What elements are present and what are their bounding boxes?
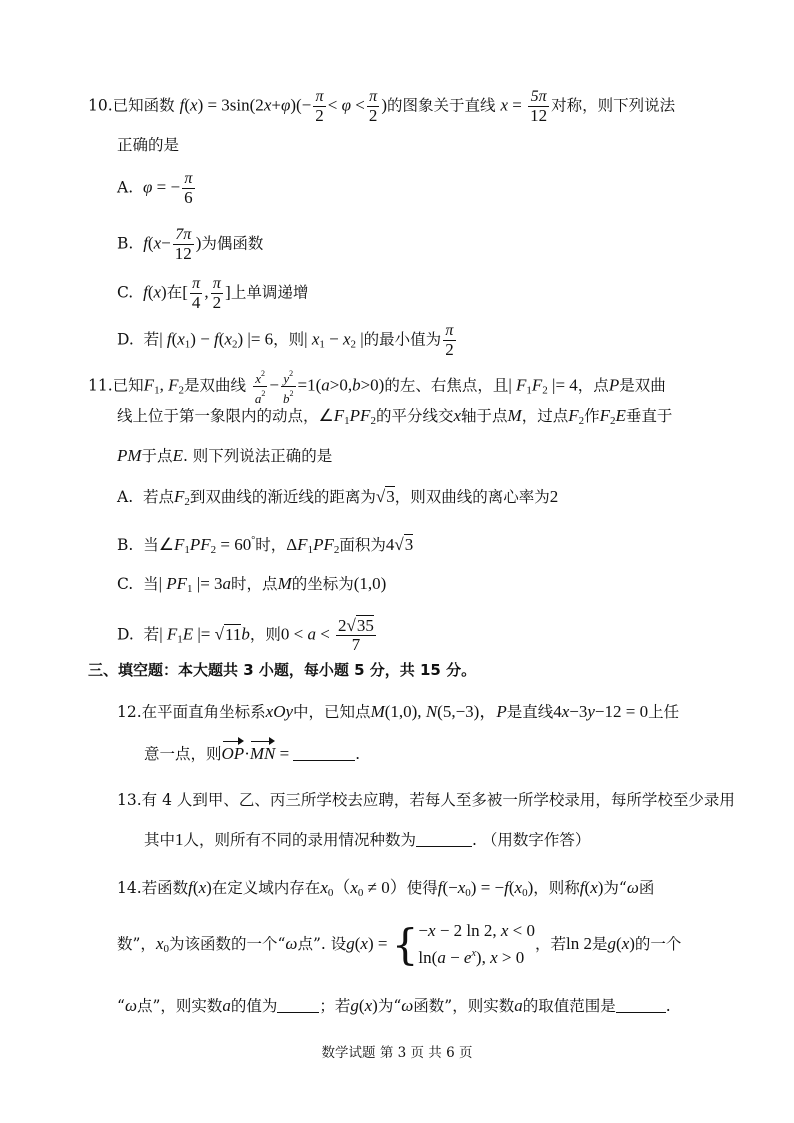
- q13-line2: 其中1人，则所有不同的录用情况种数为 . （用数字作答）: [144, 830, 591, 849]
- q11-line3: PM于点E. 则下列说法正确的是: [117, 446, 333, 465]
- q11-line1: 11.已知$F_1$, $F_2$是双曲线 $\frac{x^2}{a^2}$ − $\frac{y^2}{b^2}$ =1(a>0,b>0)的左、右焦点，且| $F_1F_2$ |= 4，点P是双曲: [88, 369, 666, 406]
- q11-option-d: D. 若| $F_1E$ |= √11b，则0 < a < $\frac{2√35}{7}$: [117, 616, 374, 654]
- q10-number: 10.: [88, 96, 113, 115]
- q14-answer-blank-2[interactable]: [616, 996, 666, 1013]
- q12-number: 12.: [117, 703, 142, 721]
- q12-line1: 12.在平面直角坐标系xOy中，已知点M(1,0), N(5,−3)，P是直线4x−3y−12 = 0上任: [117, 702, 680, 721]
- q14-answer-blank-1[interactable]: [277, 996, 319, 1013]
- q14-line2: 数”，$x_0$为该函数的一个“ω点”. 设g(x) = { −x − 2 ln 2, x < 0 $\ln(a - e^x)$, x > 0 ，若ln 2是g(x)的一个: [117, 920, 682, 969]
- q14-line3: “ω点”，则实数a的值为 ；若g(x)为“ω函数”，则实数a的取值范围是 .: [117, 996, 671, 1015]
- section-3-title: 三、填空题：本大题共 3 小题，每小题 5 分，共 15 分。: [88, 661, 477, 679]
- q11-line2: 线上位于第一象限内的动点，$\angle F_1PF_2$的平分线交x轴于点M，过点$F_2$作$F_2E$垂直于: [117, 406, 673, 427]
- q12-line2: 意一点，则OP·MN = .: [144, 744, 360, 763]
- q13-number: 13.: [117, 791, 142, 809]
- q14-number: 14.: [117, 879, 142, 897]
- q13-line1: 13.有 4 人到甲、乙、丙三所学校去应聘，若每人至多被一所学校录用，每所学校至少录用: [117, 791, 735, 809]
- q10-option-d: D. 若| $f(x_1) - f(x_2)$ |= 6，则| $x_1 - x_2$ |的最小值为 $\frac{\pi}{2}$: [117, 322, 454, 359]
- page-footer: 数学试题 第 3 页 共 6 页: [321, 1045, 473, 1061]
- q10-line1: 10.已知函数 f(x) = 3sin(2x+φ)(− $\frac{\pi}{2}$ < φ < $\frac{\pi}{2}$ )的图象关于直线 x = $\frac{5\pi}{12}$ 对称，则下列说法: [88, 88, 676, 125]
- q12-answer-blank[interactable]: [293, 744, 355, 761]
- q10-option-a: A. φ = − $\frac{\pi}{6}$: [117, 170, 193, 207]
- q14-line1: 14.若函数f(x)在定义域内存在$x_0(x_0 \ne 0)$使得$f(-x_0) = -f(x_0)$，则称f(x)为“ω函: [117, 878, 655, 899]
- q11-option-c: C. 当| $PF_1$ |= 3a时，点M的坐标为(1,0): [117, 574, 387, 595]
- q10-option-c: C. f(x)在[ $\frac{\pi}{4}$ , $\frac{\pi}{2}$ ]上单调递增: [117, 275, 309, 312]
- q10-option-b: B. f(x− $\frac{7\pi}{12}$ )为偶函数: [117, 226, 264, 263]
- q11-option-b: B. 当$\angle F_1PF_2 = 60^\circ$时，$\Delta F_1PF_2$面积为4√3: [117, 535, 414, 556]
- q11-number: 11.: [88, 376, 113, 395]
- q11-option-a: A. 若点$F_2$到双曲线的渐近线的距离为√3，则双曲线的离心率为2: [117, 487, 559, 508]
- q10-line2: 正确的是: [117, 136, 180, 154]
- q13-answer-blank[interactable]: [416, 830, 472, 847]
